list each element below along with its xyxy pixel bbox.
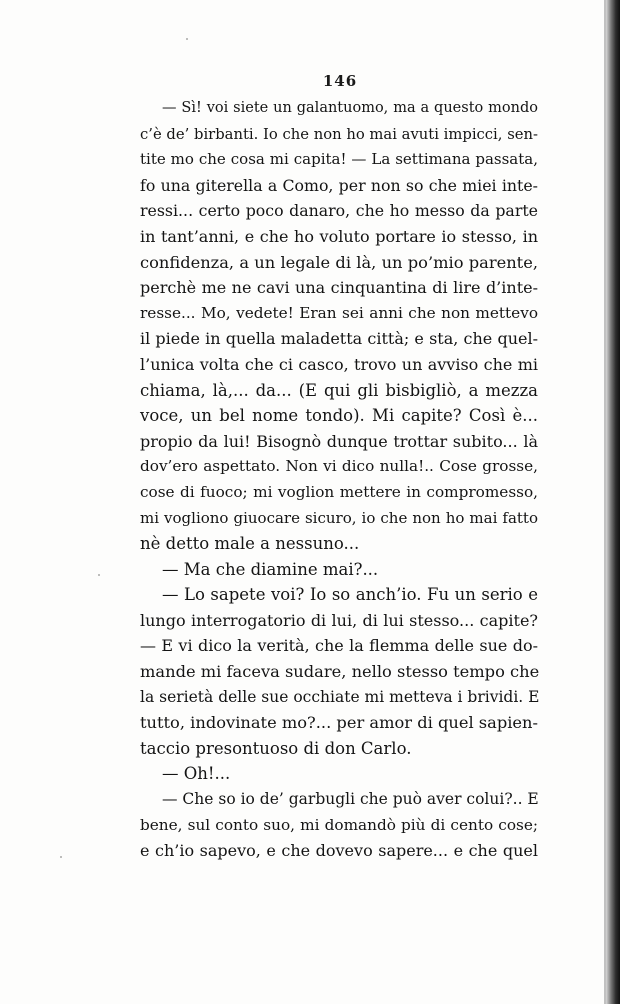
text-line: cose di fuoco; mi voglion mettere in compromesso, bbox=[140, 482, 538, 501]
text-line: bene, sul conto suo, mi domandò più di cento cose; bbox=[140, 815, 538, 834]
text-line: ressi... certo poco danaro, che ho messo da parte bbox=[140, 201, 538, 221]
body-text bbox=[140, 96, 538, 864]
text-line: l’unica volta che ci casco, trovo un avviso che mi bbox=[140, 354, 538, 374]
text-line: chiama, là,... da... (E qui gli bisbigliò, a mezza bbox=[140, 380, 538, 400]
text-line: — Oh!... bbox=[162, 764, 231, 784]
scan-speck bbox=[186, 38, 188, 40]
text-line: — Sì! voi siete un galantuomo, ma a questo mondo bbox=[162, 100, 538, 116]
text-line: perchè me ne cavi una cinquantina di lire d’inte- bbox=[140, 278, 538, 298]
text-line: in tant’anni, e che ho voluto portare io stesso, in bbox=[140, 226, 538, 246]
text-line: e ch’io sapevo, e che dovevo sapere... e che quel bbox=[140, 841, 538, 861]
text-line: taccio presontuoso di don Carlo. bbox=[140, 738, 412, 758]
text-line: propio da lui! Bisognò dunque trottar subito... là bbox=[140, 431, 538, 451]
text-line: — Che so io de’ garbugli che può aver colui?.. E bbox=[162, 790, 539, 809]
text-line: fo una giterella a Como, per non so che miei inte- bbox=[140, 175, 538, 195]
text-line: nè detto male a nessuno... bbox=[140, 534, 360, 554]
page-number: 146 bbox=[322, 72, 358, 90]
text-line: dov’ero aspettato. Non vi dico nulla!.. Cose grosse, bbox=[140, 457, 538, 476]
text-line: — Ma che diamine mai?... bbox=[162, 559, 379, 579]
scan-speck bbox=[60, 856, 62, 858]
text-line: tutto, indovinate mo?... per amor di quel sapien- bbox=[140, 713, 539, 733]
text-line: — E vi dico la verità, che la flemma delle sue do- bbox=[140, 636, 538, 656]
text-line: la serietà delle sue occhiate mi metteva i brividi. E bbox=[140, 687, 540, 706]
text-line: confidenza, a un legale di là, un po’mio parente, bbox=[140, 252, 538, 272]
text-line: — Lo sapete voi? Io so anch’io. Fu un serio e bbox=[162, 585, 538, 605]
text-line: lungo interrogatorio di lui, di lui stesso... capite? bbox=[140, 610, 538, 630]
page-gutter-shadow bbox=[606, 0, 620, 1004]
text-line: c’è de’ birbanti. Io che non ho mai avuti impicci, sen- bbox=[140, 125, 538, 143]
text-line: il piede in quella maladetta città; e sta, che quel- bbox=[140, 329, 538, 349]
text-line: resse... Mo, vedete! Eran sei anni che non mettevo bbox=[140, 303, 538, 322]
text-line: mi vogliono giuocare sicuro, io che non ho mai fatto bbox=[140, 508, 538, 527]
text-line: voce, un bel nome tondo). Mi capite? Così è... bbox=[140, 406, 538, 426]
text-line: mande mi faceva sudare, nello stesso tempo che bbox=[140, 662, 540, 682]
scan-speck bbox=[98, 574, 100, 576]
text-line: tite mo che cosa mi capita! — La settimana passata, bbox=[140, 150, 538, 169]
